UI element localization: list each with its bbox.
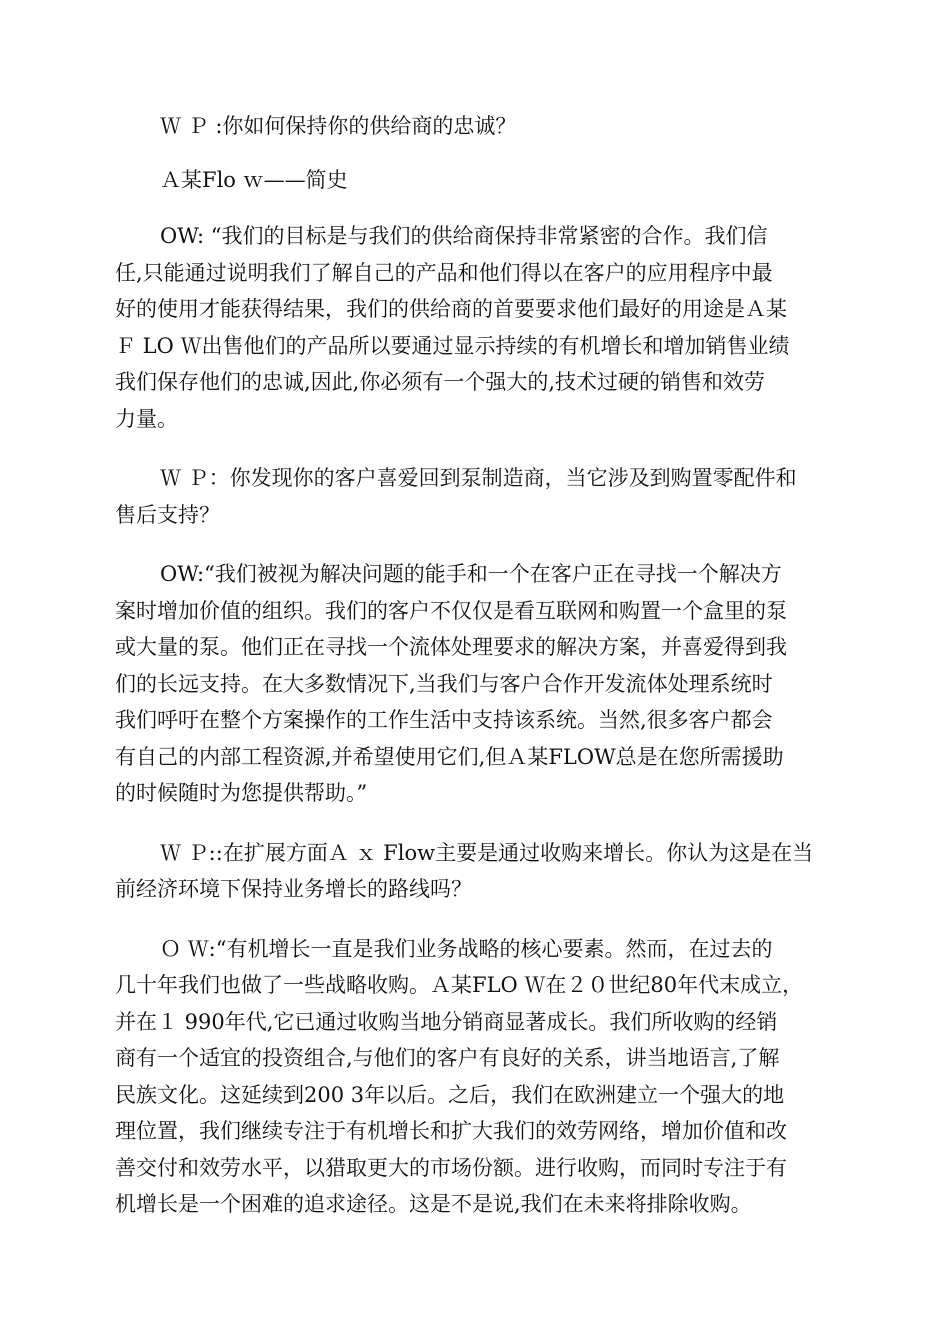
question-heading: Ｗ Ｐ :你如何保持你的供给商的忠诚？: [160, 114, 517, 138]
text-line: 几十年我们也做了一些战略收购。Ａ某FLO Ｗ在２０世纪80年代末成立，: [115, 973, 804, 997]
paragraph-answer-3: [115, 931, 835, 1223]
text-line: 或大量的泵。他们正在寻找一个流体处理要求的解决方案，并喜爱得到我: [115, 635, 787, 659]
text-line: Ｏ Ｗ:“有机增长一直是我们业务战略的核心要素。然而，在过去的: [160, 936, 773, 961]
text-line: 有自己的内部工程资源,并希望使用它们,但Ａ某FLOW总是在您所需援助: [115, 744, 784, 769]
text-line: 任,只能通过说明我们了解自己的产品和他们得以在客户的应用程序中最: [115, 260, 773, 285]
text-line: 我们保存他们的忠诚,因此,你必须有一个强大的,技术过硬的销售和效劳: [115, 370, 766, 394]
text-line: 好的使用才能获得结果，我们的供给商的首要要求他们最好的用途是Ａ某: [115, 297, 787, 321]
paragraph-answer-2: [115, 556, 835, 812]
text-line: Ｗ Ｐ::在扩展方面Ａ ｘ Flow主要是通过收购来增长。你认为这是在当: [160, 840, 814, 865]
text-line: 并在１ 990年代,它已通过收购当地分销商显著成长。我们所收购的经销: [115, 1009, 778, 1034]
text-line: 售后支持？: [115, 502, 220, 527]
text-line: 商有一个适宜的投资组合,与他们的客户有良好的关系，讲当地语言,了解: [115, 1046, 780, 1070]
text-line: 机增长是一个困难的追求途径。这是不是说,我们在未来将排除收购。: [115, 1192, 752, 1216]
text-line: Ｗ Ｐ：你发现你的客户喜爱回到泵制造商，当它涉及到购置零配件和: [160, 466, 797, 490]
paragraph-question-3: [115, 835, 835, 908]
text-line: 们的长远支持。在大多数情况下,当我们与客户合作开发流体处理系统时: [115, 671, 773, 696]
paragraph-answer-1: [115, 218, 835, 437]
text-line: 的时候随时为您提供帮助。”: [115, 781, 368, 805]
text-line: 我们呼吁在整个方案操作的工作生活中支持该系统。当然,很多客户都会: [115, 708, 773, 732]
text-line: 力量。: [115, 406, 178, 431]
text-line: 民族文化。这延续到200 3年以后。之后，我们在欧洲建立一个强大的地: [115, 1082, 785, 1107]
text-line: Ｆ LO Ｗ出售他们的产品所以要通过显示持续的有机增长和增加销售业绩: [115, 333, 790, 358]
text-line: 理位置，我们继续专注于有机增长和扩大我们的效劳网络，增加价值和改: [115, 1119, 787, 1143]
text-line: 前经济环境下保持业务增长的路线吗？: [115, 877, 472, 901]
text-line: 善交付和效劳水平，以猎取更大的市场份额。进行收购，而同时专注于有: [115, 1155, 787, 1180]
text-line: OW:“我们被视为解决问题的能手和一个在客户正在寻找一个解决方: [160, 562, 782, 586]
text-line: OW: “我们的目标是与我们的供给商保持非常紧密的合作。我们信: [160, 224, 768, 248]
section-heading: Ａ某Flo ｗ——简史: [160, 168, 348, 192]
document-page: [115, 110, 835, 1246]
paragraph-question-2: [115, 460, 835, 533]
text-line: 案时增加价值的组织。我们的客户不仅仅是看互联网和购置一个盒里的泵: [115, 598, 787, 623]
